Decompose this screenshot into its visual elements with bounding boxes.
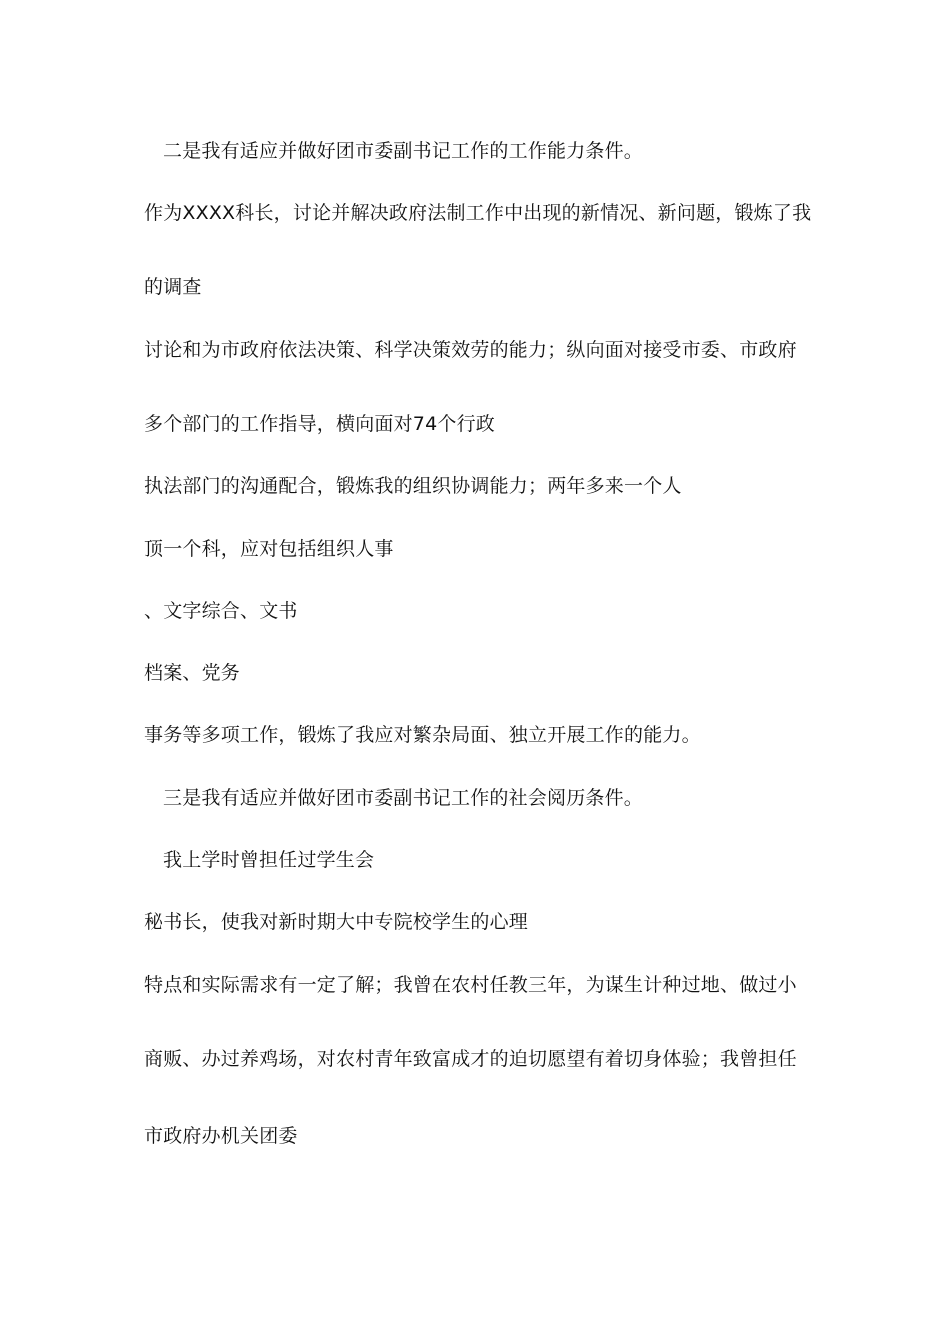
paragraph-line: 我上学时曾担任过学生会: [163, 849, 375, 871]
paragraph-line: 商贩、办过养鸡场，对农村青年致富成才的迫切愿望有着切身体验；我曾担任: [144, 1048, 797, 1070]
paragraph-line: 作为XXXX科长，讨论并解决政府法制工作中出现的新情况、新问题，锻炼了我: [144, 202, 812, 224]
paragraph-line: 秘书长，使我对新时期大中专院校学生的心理: [144, 911, 529, 933]
paragraph-line: 特点和实际需求有一定了解；我曾在农村任教三年，为谋生计种过地、做过小: [144, 974, 797, 996]
paragraph-line: 市政府办机关团委: [144, 1125, 298, 1147]
paragraph-line: 事务等多项工作，锻炼了我应对繁杂局面、独立开展工作的能力。: [144, 724, 701, 746]
paragraph-line: 执法部门的沟通配合，锻炼我的组织协调能力；两年多来一个人: [144, 475, 682, 497]
paragraph-line: 多个部门的工作指导，横向面对74个行政: [144, 413, 495, 435]
paragraph-line: 三是我有适应并做好团市委副书记工作的社会阅历条件。: [163, 787, 644, 809]
paragraph-line: 讨论和为市政府依法决策、科学决策效劳的能力；纵向面对接受市委、市政府: [144, 339, 797, 361]
paragraph-line: 、文字综合、文书: [144, 600, 298, 622]
paragraph-line: 的调查: [144, 276, 202, 298]
paragraph-line: 档案、党务: [144, 662, 241, 684]
paragraph-line: 顶一个科，应对包括组织人事: [144, 538, 394, 560]
paragraph-line: 二是我有适应并做好团市委副书记工作的工作能力条件。: [163, 140, 644, 162]
